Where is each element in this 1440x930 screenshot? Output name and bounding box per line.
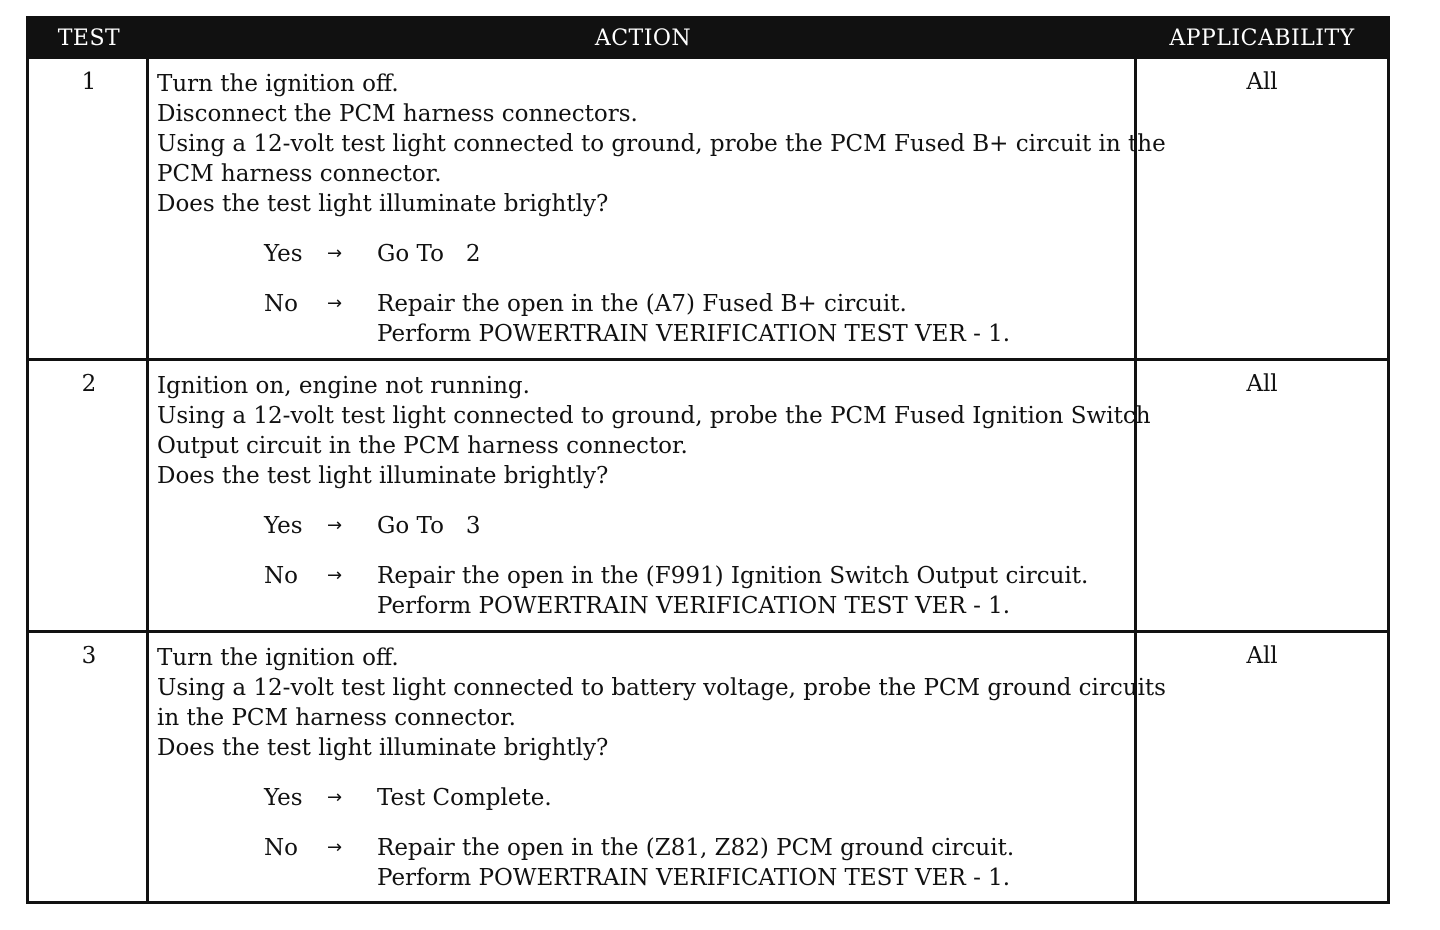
no-label: No <box>264 563 298 589</box>
right-arrow-icon: → <box>327 565 343 586</box>
applicability-cell: All <box>1246 643 1278 669</box>
no-label: No <box>264 291 298 317</box>
action-line: Output circuit in the PCM harness connector. <box>157 433 688 459</box>
table-row <box>29 633 1387 901</box>
no-outcome <box>157 561 1132 619</box>
header-applicability: APPLICABILITY <box>1169 26 1355 51</box>
action-line: Ignition on, engine not running. <box>157 373 530 399</box>
applicability-cell: All <box>1246 69 1278 95</box>
yes-outcome <box>157 511 1132 541</box>
no-outcome <box>157 833 1132 891</box>
action-cell <box>157 643 1166 891</box>
yes-text: Go To 3 <box>377 513 481 539</box>
no-text-verification: Perform POWERTRAIN VERIFICATION TEST VER - 1. <box>377 321 1011 347</box>
action-line: PCM harness connector. <box>157 161 442 187</box>
yes-label: Yes <box>264 513 303 539</box>
yes-text: Go To 2 <box>377 241 481 267</box>
yes-label: Yes <box>264 785 303 811</box>
action-line: in the PCM harness connector. <box>157 705 516 731</box>
header-action: ACTION <box>594 26 692 51</box>
test-number: 3 <box>81 643 97 669</box>
right-arrow-icon: → <box>327 515 343 536</box>
action-cell <box>157 69 1166 347</box>
no-text: Repair the open in the (A7) Fused B+ circuit. <box>377 291 907 317</box>
applicability-cell: All <box>1246 371 1278 397</box>
right-arrow-icon: → <box>327 293 343 314</box>
table-row <box>29 59 1387 361</box>
yes-outcome <box>157 239 1132 269</box>
table-header <box>29 19 1387 59</box>
yes-label: Yes <box>264 241 303 267</box>
action-line: Using a 12-volt test light connected to ground, probe the PCM Fused Ignition Switch <box>157 403 1151 429</box>
test-number: 2 <box>81 371 97 397</box>
action-line: Disconnect the PCM harness connectors. <box>157 101 638 127</box>
action-line: Does the test light illuminate brightly? <box>157 463 609 489</box>
right-arrow-icon: → <box>327 787 343 808</box>
yes-text: Test Complete. <box>377 785 552 811</box>
right-arrow-icon: → <box>327 243 343 264</box>
header-test: TEST <box>57 26 121 51</box>
no-text: Repair the open in the (Z81, Z82) PCM ground circuit. <box>377 835 1015 861</box>
action-line: Does the test light illuminate brightly? <box>157 191 609 217</box>
no-text: Repair the open in the (F991) Ignition Switch Output circuit. <box>377 563 1089 589</box>
action-line: Using a 12-volt test light connected to ground, probe the PCM Fused B+ circuit in the <box>157 131 1166 157</box>
no-text-verification: Perform POWERTRAIN VERIFICATION TEST VER - 1. <box>377 865 1011 891</box>
diagnostic-test-table <box>26 16 1390 904</box>
action-line: Using a 12-volt test light connected to battery voltage, probe the PCM ground circuits <box>157 675 1166 701</box>
no-outcome <box>157 289 1132 347</box>
action-cell <box>157 371 1151 619</box>
right-arrow-icon: → <box>327 837 343 858</box>
no-text-verification: Perform POWERTRAIN VERIFICATION TEST VER - 1. <box>377 593 1011 619</box>
yes-outcome <box>157 783 1132 813</box>
action-line: Does the test light illuminate brightly? <box>157 735 609 761</box>
action-line: Turn the ignition off. <box>157 645 399 671</box>
table-row <box>29 361 1387 633</box>
test-number: 1 <box>81 69 97 95</box>
no-label: No <box>264 835 298 861</box>
action-line: Turn the ignition off. <box>157 71 399 97</box>
